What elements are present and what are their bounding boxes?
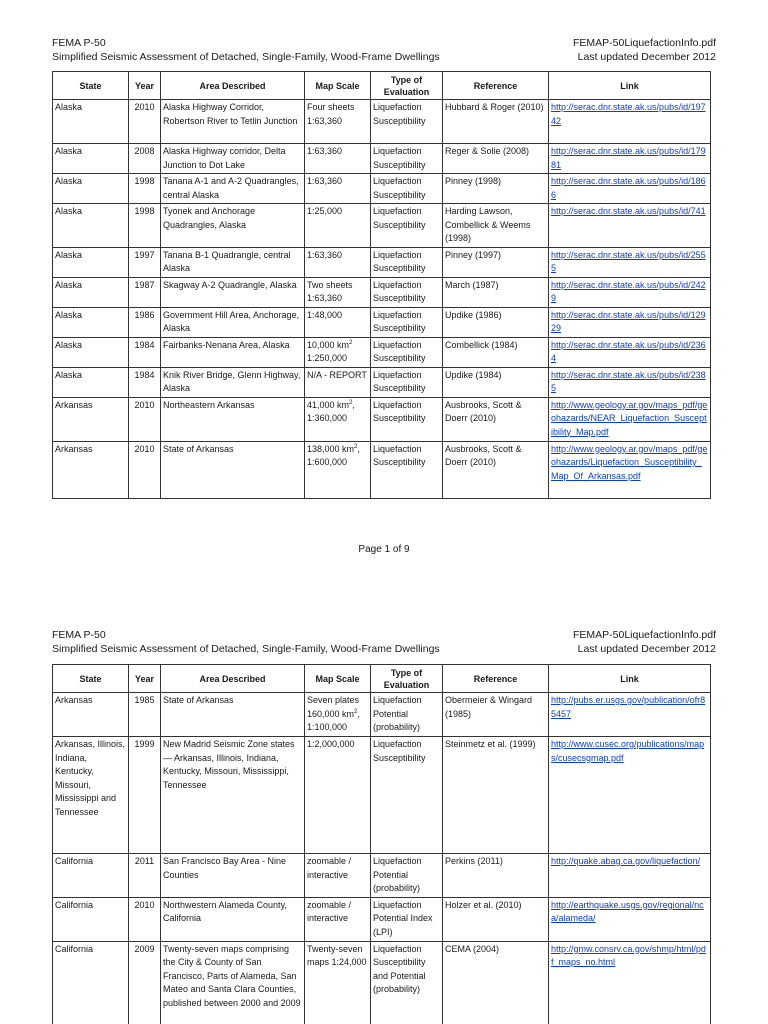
doc-id: FEMA P-50 — [52, 629, 106, 641]
page-gap — [0, 580, 768, 612]
cell-reference: Steinmetz et al. (1999) — [443, 737, 549, 854]
cell-type: Liquefaction Susceptibility — [371, 174, 443, 204]
cell-type: Liquefaction Potential Index (LPI) — [371, 897, 443, 941]
scale-ratio: , 1:600,000 — [307, 443, 360, 467]
cell-scale: N/A - REPORT — [305, 367, 371, 397]
cell-link[interactable]: http://serac.dnr.state.ak.us/pubs/id/17981 — [549, 144, 711, 174]
cell-link[interactable]: http://www.geology.ar.gov/maps_pdf/geohazards/NEAR_Liquefaction_Susceptibility_Map.pdf — [549, 397, 711, 441]
cell-reference: Harding Lawson, Combellick & Weems (1998) — [443, 204, 549, 248]
scale-area: 10,000 km — [307, 339, 350, 350]
cell-area: Skagway A-2 Quadrangle, Alaska — [161, 277, 305, 307]
table-row — [53, 441, 711, 498]
cell-state: Alaska — [53, 100, 129, 144]
table-row — [53, 897, 711, 941]
cell-reference: Pinney (1998) — [443, 174, 549, 204]
cell-area: San Francisco Bay Area - Nine Counties — [161, 854, 305, 898]
table-row — [53, 307, 711, 337]
last-updated: Last updated December 2012 — [577, 51, 716, 63]
table-row — [53, 941, 711, 1024]
cell-type: Liquefaction Susceptibility — [371, 337, 443, 367]
cell-type: Liquefaction Susceptibility — [371, 247, 443, 277]
cell-reference: Ausbrooks, Scott & Doerr (2010) — [443, 397, 549, 441]
cell-link[interactable]: http://serac.dnr.state.ak.us/pubs/id/12929 — [549, 307, 711, 337]
table-header-row — [53, 72, 711, 100]
col-scale: Map Scale — [305, 665, 371, 693]
cell-link[interactable]: http://quake.abag.ca.gov/liquefaction/ — [549, 854, 711, 898]
cell-reference: Combellick (1984) — [443, 337, 549, 367]
cell-state: Arkansas — [53, 397, 129, 441]
table-row — [53, 100, 711, 144]
doc-subtitle: Simplified Seismic Assessment of Detached, Single-Family, Wood-Frame Dwellings — [52, 643, 440, 655]
cell-area: Tanana B-1 Quadrangle, central Alaska — [161, 247, 305, 277]
cell-year: 2010 — [129, 397, 161, 441]
cell-type: Liquefaction Potential (probability) — [371, 693, 443, 737]
cell-link[interactable]: http://serac.dnr.state.ak.us/pubs/id/2429 — [549, 277, 711, 307]
cell-link[interactable]: http://serac.dnr.state.ak.us/pubs/id/2364 — [549, 337, 711, 367]
cell-scale — [305, 397, 371, 441]
cell-scale: Two sheets 1:63,360 — [305, 277, 371, 307]
cell-reference: Hubbard & Roger (2010) — [443, 100, 549, 144]
col-link: Link — [549, 665, 711, 693]
col-year: Year — [129, 72, 161, 100]
cell-type: Liquefaction Susceptibility and Potential (probability) — [371, 941, 443, 1024]
cell-year: 1997 — [129, 247, 161, 277]
table-row — [53, 854, 711, 898]
cell-type: Liquefaction Susceptibility — [371, 397, 443, 441]
cell-year: 1999 — [129, 737, 161, 854]
cell-state: California — [53, 897, 129, 941]
table-row — [53, 367, 711, 397]
cell-link[interactable]: http://serac.dnr.state.ak.us/pubs/id/741 — [549, 204, 711, 248]
cell-area: State of Arkansas — [161, 693, 305, 737]
cell-scale: Four sheets 1:63,360 — [305, 100, 371, 144]
superscript-2: 2 — [349, 339, 353, 346]
col-reference: Reference — [443, 665, 549, 693]
cell-type: Liquefaction Potential (probability) — [371, 854, 443, 898]
cell-scale: 1:25,000 — [305, 204, 371, 248]
table-row — [53, 174, 711, 204]
table-row — [53, 277, 711, 307]
superscript-2: 2 — [354, 443, 358, 450]
col-link: Link — [549, 72, 711, 100]
table-row — [53, 144, 711, 174]
cell-type: Liquefaction Susceptibility — [371, 737, 443, 854]
cell-state: Alaska — [53, 307, 129, 337]
col-type: Type of Evaluation — [371, 72, 443, 100]
scale-area: 138,000 km — [307, 443, 355, 454]
doc-subtitle: Simplified Seismic Assessment of Detached, Single-Family, Wood-Frame Dwellings — [52, 51, 440, 63]
cell-reference: Updike (1984) — [443, 367, 549, 397]
cell-state: Arkansas, Illinois, Indiana, Kentucky, Missouri, Mississippi and Tennessee — [53, 737, 129, 854]
col-state: State — [53, 665, 129, 693]
cell-area: Northwestern Alameda County, California — [161, 897, 305, 941]
cell-scale: Twenty-seven maps 1:24,000 — [305, 941, 371, 1024]
cell-area: Knik River Bridge, Glenn Highway, Alaska — [161, 367, 305, 397]
cell-link[interactable]: http://serac.dnr.state.ak.us/pubs/id/2385 — [549, 367, 711, 397]
cell-type: Liquefaction Susceptibility — [371, 100, 443, 144]
cell-link[interactable]: http://serac.dnr.state.ak.us/pubs/id/19742 — [549, 100, 711, 144]
cell-area: Tyonek and Anchorage Quadrangles, Alaska — [161, 204, 305, 248]
table-row — [53, 737, 711, 854]
superscript-2: 2 — [354, 708, 358, 715]
cell-state: Alaska — [53, 204, 129, 248]
cell-state: Arkansas — [53, 693, 129, 737]
page-footer: Page 1 of 9 — [358, 544, 410, 555]
liquefaction-table-page-1 — [52, 71, 711, 499]
cell-scale: 1:63,360 — [305, 174, 371, 204]
cell-year: 2010 — [129, 441, 161, 498]
cell-year: 2010 — [129, 100, 161, 144]
cell-link[interactable]: http://serac.dnr.state.ak.us/pubs/id/1866 — [549, 174, 711, 204]
last-updated: Last updated December 2012 — [577, 643, 716, 655]
cell-link[interactable]: http://www.cusec.org/publications/maps/cusecsgmap.pdf — [549, 737, 711, 854]
cell-reference: Holzer et al. (2010) — [443, 897, 549, 941]
cell-state: Alaska — [53, 174, 129, 204]
cell-year: 2010 — [129, 897, 161, 941]
cell-area: Twenty-seven maps comprising the City & County of San Francisco, Parts of Alameda, San Mateo and Santa Clara Counties, published between 2000 and 2009 — [161, 941, 305, 1024]
cell-state: Alaska — [53, 367, 129, 397]
cell-year: 1985 — [129, 693, 161, 737]
cell-year: 1998 — [129, 174, 161, 204]
col-type: Type of Evaluation — [371, 665, 443, 693]
table-header-row — [53, 665, 711, 693]
cell-area: Tanana A-1 and A-2 Quadrangles, central Alaska — [161, 174, 305, 204]
cell-scale: 1:2,000,000 — [305, 737, 371, 854]
col-area: Area Described — [161, 665, 305, 693]
liquefaction-table-page-2 — [52, 664, 711, 1024]
col-year: Year — [129, 665, 161, 693]
col-scale: Map Scale — [305, 72, 371, 100]
cell-reference: March (1987) — [443, 277, 549, 307]
cell-area: Fairbanks-Nenana Area, Alaska — [161, 337, 305, 367]
cell-state: Arkansas — [53, 441, 129, 498]
table-row — [53, 204, 711, 248]
cell-year: 2009 — [129, 941, 161, 1024]
cell-scale — [305, 693, 371, 737]
scale-ratio: , 1:100,000 — [307, 708, 360, 732]
cell-reference: Updike (1986) — [443, 307, 549, 337]
cell-year: 2008 — [129, 144, 161, 174]
cell-year: 1986 — [129, 307, 161, 337]
table-row — [53, 693, 711, 737]
cell-state: Alaska — [53, 247, 129, 277]
file-name: FEMAP-50LiquefactionInfo.pdf — [572, 37, 716, 49]
cell-area: State of Arkansas — [161, 441, 305, 498]
cell-link[interactable]: http://www.geology.ar.gov/maps_pdf/geohazards/Liquefaction_Susceptibility_Map_Of_Arkansas.pdf — [549, 441, 711, 498]
cell-scale: 1:48,000 — [305, 307, 371, 337]
superscript-2: 2 — [349, 399, 353, 406]
cell-year: 2011 — [129, 854, 161, 898]
cell-state: Alaska — [53, 337, 129, 367]
cell-area: Alaska Highway Corridor, Robertson River to Tetlin Junction — [161, 100, 305, 144]
cell-type: Liquefaction Susceptibility — [371, 204, 443, 248]
cell-scale — [305, 337, 371, 367]
scale-area: Seven plates 160,000 km — [307, 695, 360, 719]
doc-id: FEMA P-50 — [52, 37, 106, 49]
cell-state: Alaska — [53, 144, 129, 174]
col-reference: Reference — [443, 72, 549, 100]
scale-ratio: 1:250,000 — [307, 353, 348, 363]
cell-reference: Ausbrooks, Scott & Doerr (2010) — [443, 441, 549, 498]
cell-area: Northeastern Arkansas — [161, 397, 305, 441]
cell-type: Liquefaction Susceptibility — [371, 277, 443, 307]
table-row — [53, 397, 711, 441]
file-name: FEMAP-50LiquefactionInfo.pdf — [572, 629, 716, 641]
cell-link[interactable]: http://earthquake.usgs.gov/regional/nca/alameda/ — [549, 897, 711, 941]
cell-link[interactable]: http://serac.dnr.state.ak.us/pubs/id/2555 — [549, 247, 711, 277]
cell-state: California — [53, 941, 129, 1024]
cell-scale — [305, 441, 371, 498]
cell-state: Alaska — [53, 277, 129, 307]
cell-link[interactable]: http://pubs.er.usgs.gov/publication/ofr85457 — [549, 693, 711, 737]
cell-year: 1987 — [129, 277, 161, 307]
cell-scale: zoomable / interactive — [305, 854, 371, 898]
cell-reference: Perkins (2011) — [443, 854, 549, 898]
cell-type: Liquefaction Susceptibility — [371, 144, 443, 174]
cell-scale: zoomable / interactive — [305, 897, 371, 941]
cell-state: California — [53, 854, 129, 898]
col-area: Area Described — [161, 72, 305, 100]
scale-ratio: , 1:360,000 — [307, 399, 355, 423]
cell-area: Alaska Highway corridor, Delta Junction to Dot Lake — [161, 144, 305, 174]
cell-scale: 1:63,360 — [305, 247, 371, 277]
cell-area: New Madrid Seismic Zone states — Arkansas, Illinois, Indiana, Kentucky, Missouri, Mississippi, Tennessee — [161, 737, 305, 854]
cell-reference: Obermeier & Wingard (1985) — [443, 693, 549, 737]
table-row — [53, 247, 711, 277]
cell-type: Liquefaction Susceptibility — [371, 367, 443, 397]
cell-area: Government Hill Area, Anchorage, Alaska — [161, 307, 305, 337]
cell-scale: 1:63,360 — [305, 144, 371, 174]
col-state: State — [53, 72, 129, 100]
cell-reference: CEMA (2004) — [443, 941, 549, 1024]
cell-type: Liquefaction Susceptibility — [371, 441, 443, 498]
cell-link[interactable]: http://gmw.consrv.ca.gov/shmp/html/pdf_maps_no.html — [549, 941, 711, 1024]
cell-year: 1984 — [129, 367, 161, 397]
cell-reference: Pinney (1997) — [443, 247, 549, 277]
cell-reference: Reger & Solie (2008) — [443, 144, 549, 174]
table-row — [53, 337, 711, 367]
scale-area: 41,000 km — [307, 399, 350, 410]
cell-year: 1984 — [129, 337, 161, 367]
cell-type: Liquefaction Susceptibility — [371, 307, 443, 337]
cell-year: 1998 — [129, 204, 161, 248]
